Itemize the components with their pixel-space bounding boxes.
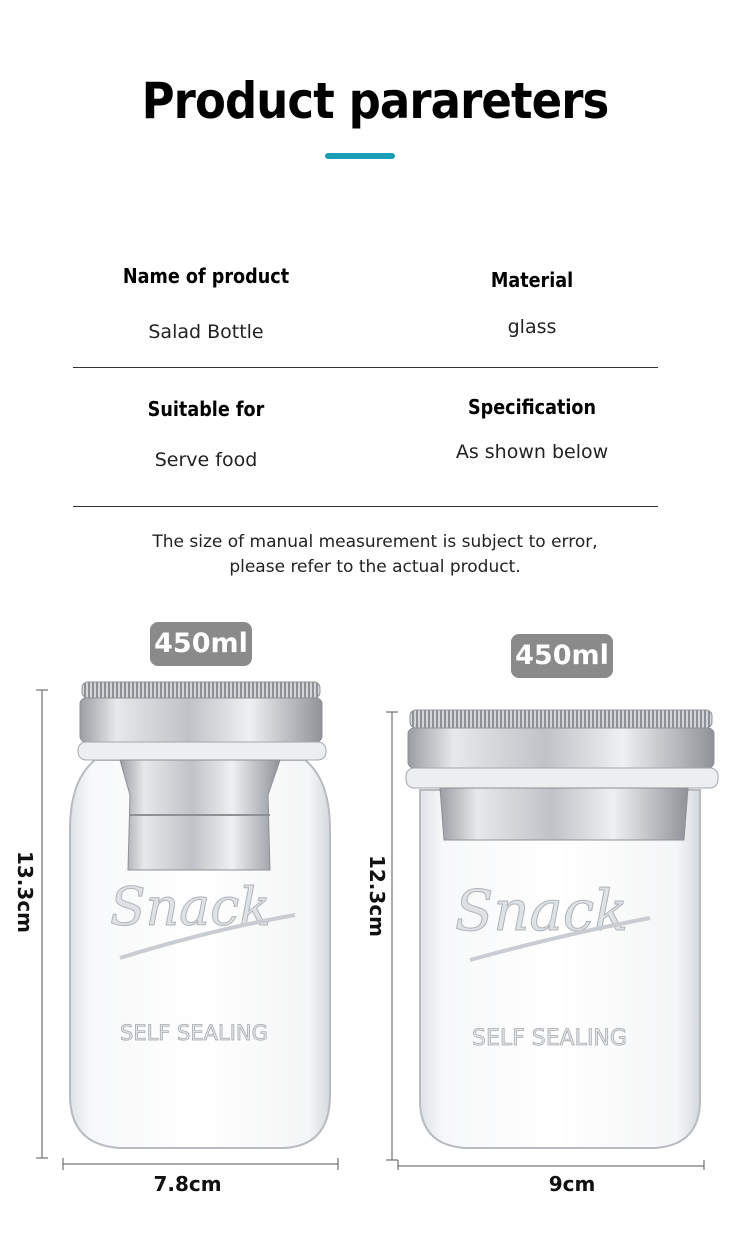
measurement-note-line2: please refer to the actual product.: [229, 557, 521, 577]
material-label: Material: [490, 268, 574, 292]
right-jar: [406, 710, 718, 1148]
name-of-product-value: Salad Bottle: [148, 321, 264, 343]
measurement-note-line1: The size of manual measurement is subject to error,: [152, 532, 598, 552]
specification-label: Specification: [467, 395, 597, 419]
material-value: glass: [507, 316, 557, 338]
capacity-badge-left: 450ml: [150, 622, 252, 666]
left-jar: [70, 682, 330, 1148]
right-jar-height-label: 12.3cm: [365, 854, 389, 938]
title-accent-bar: [325, 153, 395, 159]
spec-divider-1: [73, 367, 658, 368]
right-jar-width-label: 9cm: [548, 1172, 596, 1196]
suitable-for-label: Suitable for: [147, 397, 265, 421]
spec-divider-2: [73, 506, 658, 507]
suitable-for-value: Serve food: [154, 449, 258, 471]
svg-text:SELF SEALING: SELF SEALING: [472, 1026, 627, 1051]
page-title: Product parareters: [141, 72, 609, 130]
specification-value: As shown below: [455, 441, 609, 463]
svg-text:Snack: Snack: [455, 879, 629, 944]
left-jar-height-label: 13.3cm: [13, 850, 37, 934]
capacity-badge-right: 450ml: [511, 634, 613, 678]
svg-text:SELF SEALING: SELF SEALING: [120, 1021, 268, 1045]
left-jar-width-label: 7.8cm: [153, 1172, 222, 1196]
name-of-product-label: Name of product: [122, 264, 290, 288]
svg-text:Snack: Snack: [110, 878, 271, 938]
